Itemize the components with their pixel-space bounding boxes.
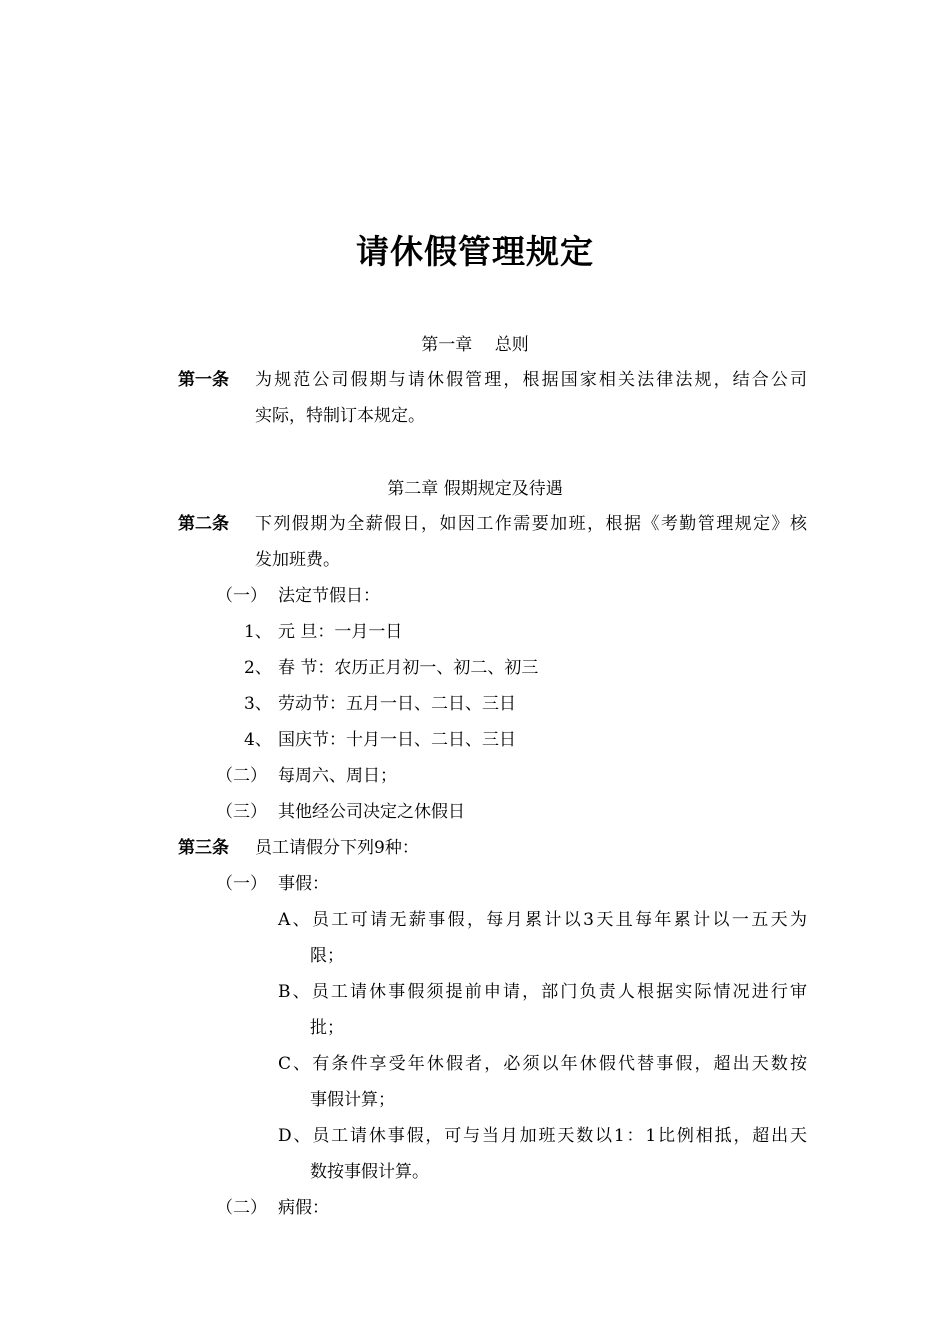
list-item-text: 其他经公司决定之休假日 [278,802,465,822]
sub-item-line-2: 数按事假计算。 [310,1162,429,1182]
article-1-label: 第一条 [178,370,229,390]
list-item-text: 国庆节：十月一日、二日、三日 [278,730,516,750]
list-item-mark: 1、 [244,622,272,642]
list-item-text: 春 节：农历正月初一、初二、初三 [278,658,539,678]
sub-item-line-2: 事假计算； [310,1090,395,1110]
list-item-mark: （二） [216,766,267,786]
chapter-2-heading: 第二章 假期规定及待遇 [387,479,563,499]
article-3-text: 员工请假分下列9种： [255,838,419,858]
list-item-mark: （一） [216,874,267,894]
article-1-line-1: 为规范公司假期与请休假管理，根据国家相关法律法规，结合公司 [255,370,807,390]
list-item-text: 事假： [278,874,329,894]
list-item-mark: （三） [216,802,267,822]
sub-item-line-1: C、有条件享受年休假者，必须以年休假代替事假，超出天数按 [278,1054,807,1074]
list-item-mark: 4、 [244,730,272,750]
article-2-label: 第二条 [178,514,229,534]
article-3-label: 第三条 [178,838,229,858]
sub-item-line-1: A、员工可请无薪事假，每月累计以3天且每年累计以一五天为 [278,910,807,930]
list-item-mark: （一） [216,586,267,606]
sub-item-line-1: D、员工请休事假，可与当月加班天数以1：1比例相抵，超出天 [278,1126,807,1146]
list-item-mark: 2、 [244,658,272,678]
chapter-1-heading: 第一章 总则 [421,335,529,355]
list-item-text: 每周六、周日； [278,766,397,786]
article-2-line-1: 下列假期为全薪假日，如因工作需要加班，根据《考勤管理规定》核 [255,514,807,534]
article-1-line-2: 实际，特制订本规定。 [255,406,425,426]
list-item-text: 病假： [278,1198,329,1218]
list-item-mark: 3、 [244,694,272,714]
list-item-mark: （二） [216,1198,267,1218]
sub-item-line-1: B、员工请休事假须提前申请，部门负责人根据实际情况进行审 [278,982,807,1002]
list-item-text: 劳动节：五月一日、二日、三日 [278,694,516,714]
article-2-line-2: 发加班费。 [255,550,340,570]
sub-item-line-2: 批； [310,1018,344,1038]
list-item-text: 元 旦：一月一日 [278,622,403,642]
document-title: 请休假管理规定 [356,232,594,271]
sub-item-line-2: 限； [310,946,344,966]
list-item-text: 法定节假日： [278,586,380,606]
